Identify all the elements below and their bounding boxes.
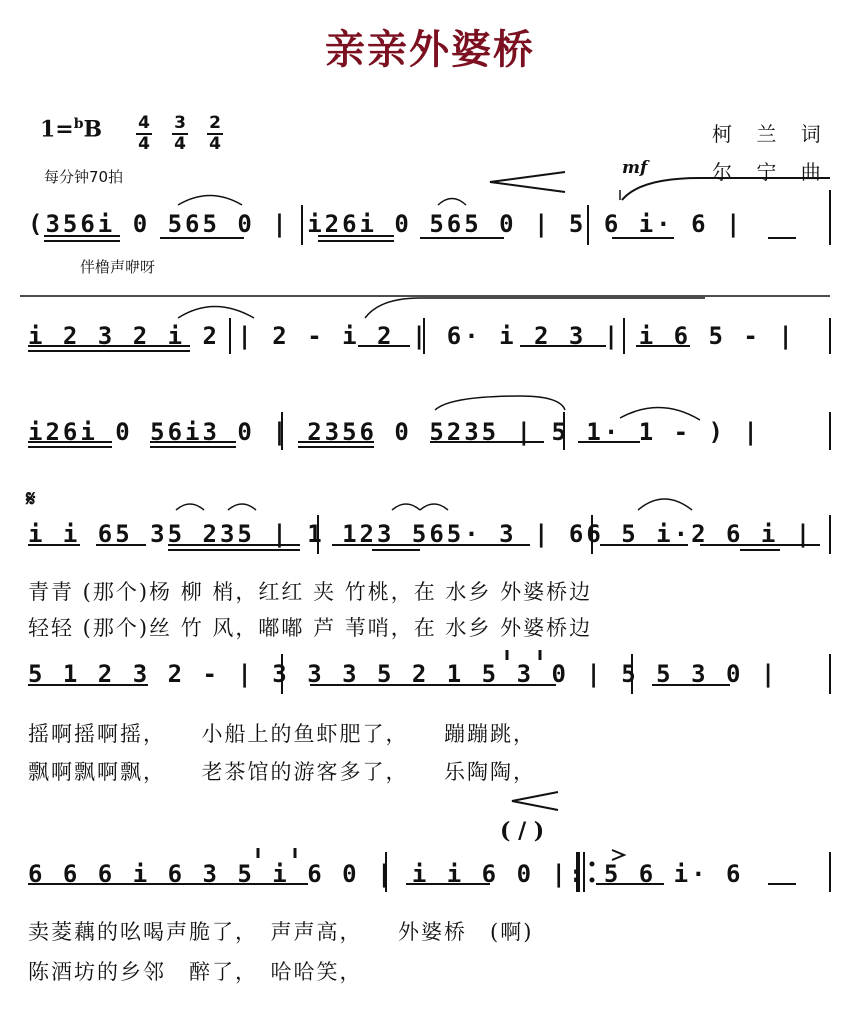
song-title: 亲亲外婆桥	[325, 27, 535, 73]
key-note: B	[83, 116, 103, 143]
score-row-5: 5 1 2 3 2 - | 3 3 3 5 2 1 5 3 0 | 5 5 3 0 |	[28, 660, 779, 688]
composer-credit: 尔 宁 曲	[712, 160, 830, 184]
time-signature-1: 4 4	[134, 114, 154, 154]
score-row-1: (356i 0 565 0 | i26i 0 565 0 | 5 6 i· 6 |	[28, 210, 744, 238]
phrase-slur	[365, 298, 705, 318]
crescendo-hairpin	[512, 792, 558, 810]
score-row-4: i i 65 35 235 | 1 123 565· 3 | 66 5 i·2 6 i |	[28, 520, 814, 548]
time-signature-3: 2 4	[205, 114, 225, 154]
lyrics-row-5-verse-2: 飘啊飘啊飘， 老茶馆的游客多了， 乐陶陶，	[28, 760, 536, 784]
score-remark: 伴橹声咿呀	[80, 258, 156, 276]
segno-sign: 𝄋	[26, 486, 36, 512]
lyrics-row-4-verse-1: 青青 (那个)杨 柳 梢，红红 夹 竹桃，在 水乡 外婆桥边	[28, 580, 593, 604]
score-row-3: i26i 0 56i3 0 | 2356 0 5235 | 5 1· 1 - ) |	[28, 418, 761, 446]
lyrics-row-6-verse-1: 卖菱藕的吆喝声脆了， 声声高， 外婆桥 (啊)	[28, 920, 534, 944]
score-row-2: i 2 3 2 i 2 | 2 - i 2 | 6· i 2 3 | i 6 5 - |	[28, 322, 796, 350]
key-flat: b	[73, 116, 84, 132]
phrase-slur	[435, 396, 565, 410]
lyrics-row-5-verse-1: 摇啊摇啊摇， 小船上的鱼虾肥了， 蹦蹦跳，	[28, 722, 536, 746]
tempo-marking: 每分钟70拍	[44, 168, 124, 186]
score-row-6: 6 6 6 i 6 3 5 i 6 0 | i i 6 0 |: 5 6 i· 6	[28, 860, 744, 888]
crescendo-hairpin	[490, 172, 565, 192]
lyricist-credit: 柯 兰 词	[712, 122, 830, 146]
time-signature-2: 3 4	[170, 114, 190, 154]
phrase-slur	[622, 178, 830, 200]
lyrics-row-6-verse-2: 陈酒坊的乡邻 醉了， 哈哈笑，	[28, 960, 363, 984]
optional-marking: ( / )	[500, 818, 545, 844]
dynamic-marking: mf	[622, 158, 648, 178]
key-prefix: 1=	[40, 116, 74, 143]
lyrics-row-4-verse-2: 轻轻 (那个)丝 竹 风，嘟嘟 芦 苇哨，在 水乡 外婆桥边	[28, 616, 593, 640]
